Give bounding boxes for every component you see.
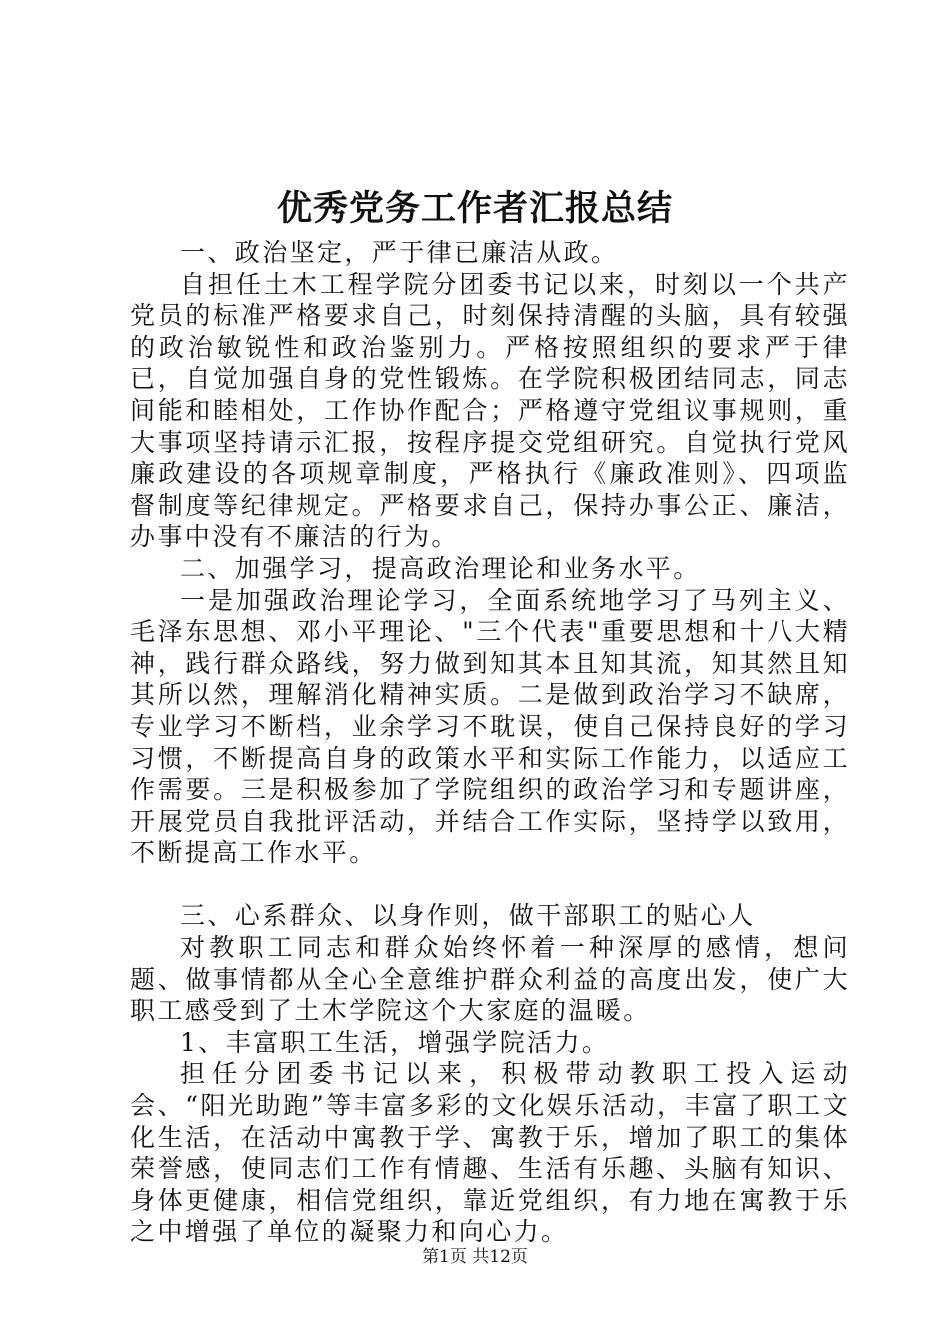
paragraph-2: 一是加强政治理论学习，全面系统地学习了马列主义、毛泽东思想、邓小平理论、"三个代表"重要思想和十八大精神，践行群众路线，努力做到知其本且知其流，知其然且知其所以然，理解消化精神实质。二是做到政治学习不缺席，专业学习不断档，业余学习不耽误，使自己保持良好的学习习惯，不断提高自身的政策水平和实际工作能力，以适应工作需要。三是积极参加了学院组织的政治学习和专题讲座，开展党员自我批评活动，并结合工作实际，坚持学以致用，不断提高工作水平。: [130, 585, 850, 868]
subsection-heading-1: 1、丰富职工生活，增强学院活力。: [180, 1027, 610, 1057]
section-heading-1: 一、政治坚定，严于律已廉洁从政。: [180, 238, 619, 267]
document-body: [130, 237, 850, 1248]
section-heading-3: 三、心系群众、以身作则，做干部职工的贴心人: [180, 901, 756, 931]
paragraph-4: 担任分团委书记以来，积极带动教职工投入运动会、“阳光助跑”等丰富多彩的文化娱乐活动，丰富了职工文化生活，在活动中寓教于学、寓教于乐，增加了职工的集体荣誉感，使同志们工作有情趣、生活有乐趣、头脑有知识、身体更健康，相信党组织，靠近党组织，有力地在寓教于乐之中增强了单位的凝聚力和向心力。: [130, 1059, 850, 1247]
section-heading-2: 二、加强学习，提高政治理论和业务水平。: [180, 553, 701, 583]
page-footer: 第1页 共12页: [422, 1247, 528, 1267]
paragraph-1: 自担任土木工程学院分团委书记以来，时刻以一个共产党员的标准严格要求自己，时刻保持清醒的头脑，具有较强的政治敏锐性和政治鉴别力。严格按照组织的要求严于律已，自觉加强自身的党性锻炼。在学院积极团结同志，同志间能和睦相处，工作协作配合；严格遵守党组议事规则，重大事项坚持请示汇报，按程序提交党组研究。自觉执行党风廉政建设的各项规章制度，严格执行《廉政准则》、四项监督制度等纪律规定。严格要求自己，保持办事公正、廉洁，办事中没有不廉洁的行为。: [130, 269, 850, 552]
paragraph-3: 对教职工同志和群众始终怀着一种深厚的感情，想问题、做事情都从全心全意维护群众利益的高度出发，使广大职工感受到了土木学院这个大家庭的温暖。: [130, 933, 850, 1026]
document-title: 优秀党务工作者汇报总结: [276, 188, 673, 229]
